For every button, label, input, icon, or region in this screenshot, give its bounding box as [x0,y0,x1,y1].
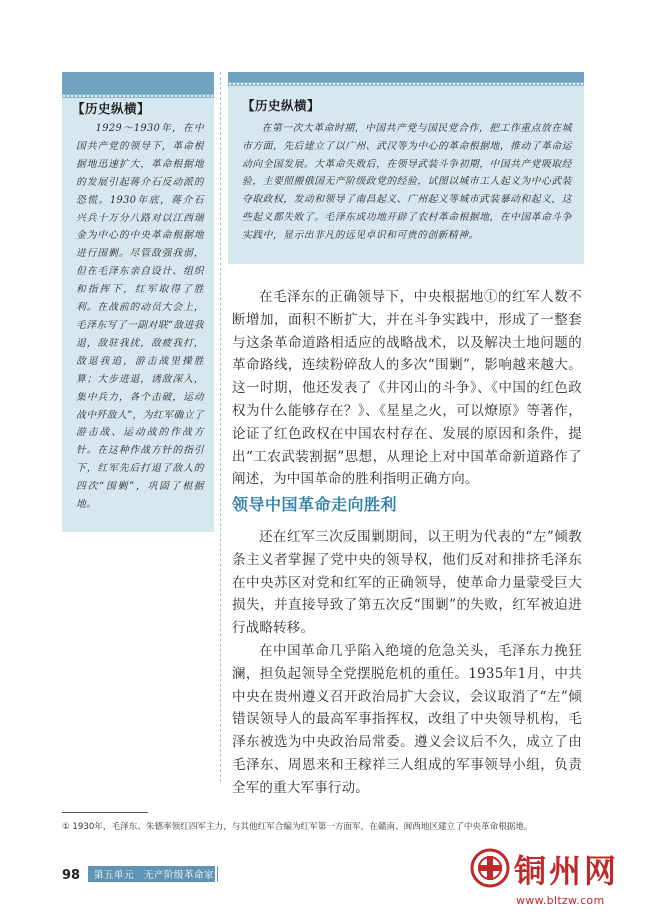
topbox-section-label: 【历史纵横】 [242,98,321,113]
unit-tab-stripes [214,866,220,882]
history-top-box [228,72,584,264]
section-heading: 领导中国革命走向胜利 [232,495,398,514]
unit-tab [88,866,214,882]
footnote-rule [62,812,148,813]
sidebar-body-text: 1929～1930年，在中国共产党的领导下，革命根据地迅速扩大，革命根据地的发展引起蒋介石反动派的恐慌。1930年底，蒋介石兴兵十万分八路对以江西瑞金为中心的中央革命根据地进行围剿。尽管敌强我弱，但在毛泽东亲自设计、组织和指挥下，红军取得了胜利。在战前的动员大会上，毛泽东写了一副对联“敌进我退，敌驻我扰，敌疲我打，敌退我追，游击战里操胜算；大步进退，诱敌深入，集中兵力，各个击破，运动战中歼敌人”，为红军确立了游击战、运动战的作战方针。在这种作战方针的指引下，红军先后打退了敌人的四次“围剿”，巩固了根据地。 [76,123,204,511]
watermark-url: www.bltzw.com [516,894,605,907]
sidebar-section-label: 【历史纵横】 [72,101,151,116]
sidebar-dot-strip [62,94,214,98]
column-divider [220,72,221,782]
main-paragraph-2: 还在红军三次反围剿期间，以王明为代表的“左”倾教条主义者掌握了党中央的领导权，他们反对和排挤毛泽东在中央苏区对党和红军的正确领导，使革命力量蒙受巨大损失，并直接导致了第五次反“围剿”的失败，红军被迫进行战略转移。 [232,529,582,637]
main-paragraph-1: 在毛泽东的正确领导下，中央根据地①的红军人数不断增加，面积不断扩大，并在斗争实践中，形成了一整套与这条革命道路相适应的战略战术，以及解决土地问题的革命路线，连续粉碎敌人的多次“围剿”，影响越来越大。这一时期，他还发表了《井冈山的斗争》、《中国的红色政权为什么能够存在？》、《星星之火，可以燎原》等著作，论证了红色政权在中国农村存在、发展的原因和条件，提出“工农武装割据”思想，从理论上对中国革命新道路作了阐述，为中国革命的胜利指明正确方向。 [232,289,582,488]
main-paragraph-3-block [232,640,582,800]
footnote-text: ① 1930年，毛泽东、朱德率领红四军主力，与其他红军合编为红军第一方面军，在赣南、闽西地区建立了中央革命根据地。 [62,822,533,832]
page-number: 98 [62,868,81,883]
main-paragraph-1-block [232,286,582,491]
watermark-logo-icon [470,848,510,888]
sidebar-header-bar [62,72,214,94]
unit-tab-label: 第五单元 无产阶级革命家 [94,870,215,881]
main-paragraph-2-block [232,526,582,640]
topbox-header-bar [228,72,584,82]
topbox-body-text: 在第一次大革命时期，中国共产党与国民党合作，把工作重点放在城市方面，先后建立了以广州、武汉等为中心的革命根据地，推动了革命运动向全国发展。大革命失败后，在领导武装斗争初期，中国共产党吸取经验，主要照搬俄国无产阶级政党的经验，试图以城市工人起义为中心武装夺取政权，发动和领导了南昌起义、广州起义等城市武装暴动和起义，这些起义都失败了。毛泽东成功地开辟了农村革命根据地，在中国革命斗争实践中，显示出非凡的远见卓识和可贵的创新精神。 [242,123,572,241]
main-paragraph-3: 在中国革命几乎陷入绝境的危急关头，毛泽东力挽狂澜，担负起领导全党摆脱危机的重任。1935年1月，中共中央在贵州遵义召开政治局扩大会议，会议取消了“左”倾错误领导人的最高军事指挥权，改组了中央领导机构，毛泽东被选为中央政治局常委。遵义会议后不久，成立了由毛泽东、周恩来和王稼祥三人组成的军事领导小组，负责全军的重大军事行动。 [232,643,582,796]
watermark [470,848,648,918]
watermark-title: 铜州网 [514,852,620,890]
topbox-dot-strip [228,82,584,86]
history-sidebar-box [62,72,214,532]
